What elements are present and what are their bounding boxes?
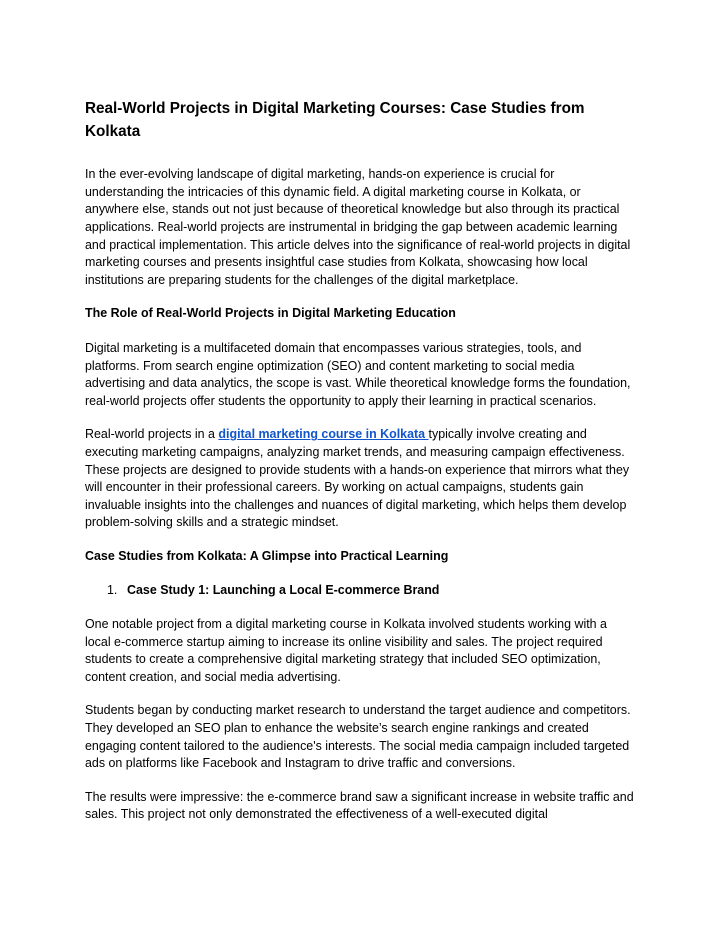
- section-heading-role: The Role of Real-World Projects in Digital Marketing Education: [85, 306, 456, 321]
- case-study-list: [85, 582, 635, 600]
- case1-paragraph-2: Students began by conducting market research to understand the target audience and competitors. They developed an SEO plan to enhance the website’s search engine rankings and created engaging content tailored to the audience's interests. The social media campaign included targeted ads on platforms like Facebook and Instagram to drive traffic and conversions.: [85, 703, 631, 771]
- role-paragraph-1: Digital marketing is a multifaceted domain that encompasses various strategies, tools, and platforms. From search engine optimization (SEO) and content marketing to social media advertising and data analytics, the scope is vast. While theoretical knowledge forms the foundation, real-world projects offer students the opportunity to apply their learning in practical scenarios.: [85, 340, 631, 408]
- document-title: Real-World Projects in Digital Marketing Courses: Case Studies from Kolkata: [85, 100, 585, 140]
- case1-paragraph-3: The results were impressive: the e-commerce brand saw a significant increase in website traffic and sales. This project not only demonstrated the effectiveness of a well-executed digital: [85, 789, 634, 822]
- document-page: [85, 98, 635, 840]
- role-paragraph-2-rest: typically involve creating and executing marketing campaigns, analyzing market trends, and measuring campaign effectiveness. These projects are designed to provide students with a hands-on experience that mirrors what they will encounter in their professional careers. By working on actual campaigns, students gain invaluable insights into the challenges and nuances of digital marketing, which helps them develop problem-solving skills and a strategic mindset.: [85, 427, 630, 530]
- list-item-label: Case Study 1: Launching a Local E-commerce Brand: [127, 583, 440, 598]
- case1-paragraph-1: One notable project from a digital marketing course in Kolkata involved students working with a local e-commerce startup aiming to increase its online visibility and sales. The project required students to create a comprehensive digital marketing strategy that included SEO optimization, content creation, and social media advertising.: [85, 617, 607, 684]
- role-paragraph-2-lead: Real-world projects in a: [85, 427, 219, 442]
- section-heading-case-studies: Case Studies from Kolkata: A Glimpse into Practical Learning: [85, 548, 449, 563]
- list-item-number: 1.: [107, 583, 118, 598]
- course-link[interactable]: digital marketing course in Kolkata: [218, 427, 429, 442]
- role-paragraph-2: [85, 426, 635, 532]
- intro-paragraph: In the ever-evolving landscape of digital marketing, hands-on experience is crucial for understanding the intricacies of this dynamic field. A digital marketing course in Kolkata, or anywhere else, stands out not just because of theoretical knowledge but also through its practical applications. Real-world projects are instrumental in bridging the gap between academic learning and practical implementation. This article delves into the significance of real-world projects in digital marketing courses and presents insightful case studies from Kolkata, showcasing how local institutions are preparing students for the challenges of the digital marketplace.: [85, 167, 631, 287]
- list-item: [85, 582, 635, 600]
